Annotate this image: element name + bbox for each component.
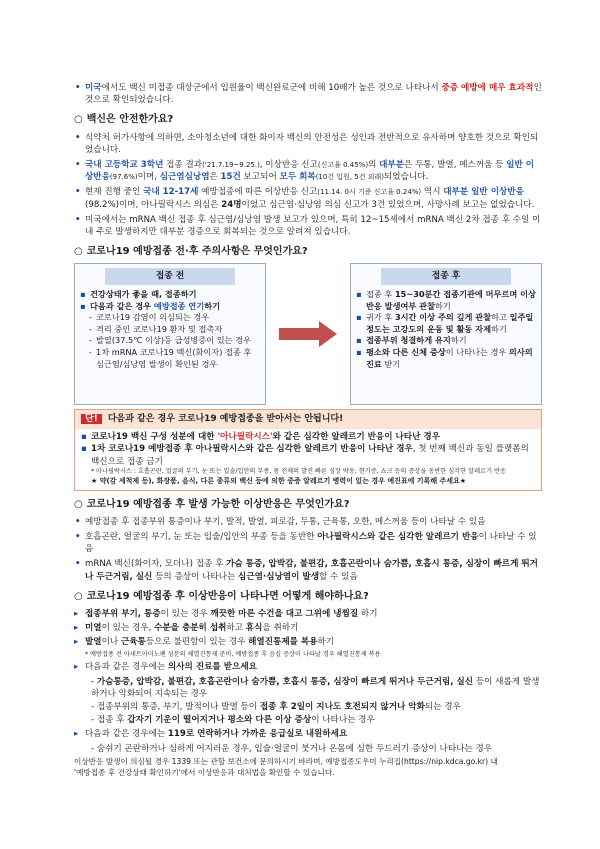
section-heading-safety — [74, 113, 542, 127]
list-subitem — [80, 335, 260, 347]
heading-text: 코로나19 예방접종 후 발생 가능한 이상반응은 무엇인가요? — [86, 498, 350, 510]
text: 다음과 같은 경우에는 — [85, 729, 168, 740]
text: 접종 후 — [96, 715, 128, 726]
text: 다음과 같은 경우 — [90, 300, 154, 311]
text-highlight: 중증 예방에 매우 효과적 — [441, 83, 534, 93]
text-bold: 수분을 충분히 섭취 — [154, 623, 227, 634]
text: 할 수 있음 — [319, 571, 358, 582]
text: 접종부위의 통증, 부기, 발적이나 발열 등이 — [96, 701, 260, 712]
text-bold: 깨끗한 마른 수건을 대고 그위에 냉찜질 — [210, 608, 359, 619]
list-subitem — [80, 312, 260, 324]
action-item-1 — [74, 608, 542, 620]
contraindication-box — [74, 409, 542, 490]
text: 은 — [209, 172, 221, 183]
text-bold: 의사의 진료를 받으세요 — [167, 662, 257, 673]
text: 현재 진행 중인 — [85, 187, 144, 198]
list-item — [356, 335, 536, 347]
list-item — [356, 347, 536, 370]
section-heading-adverse-reactions — [74, 498, 542, 512]
text: 하고 — [491, 312, 510, 323]
after-vaccination-box — [350, 263, 542, 405]
text-small: ('21.7.19~9.25.) — [202, 161, 260, 169]
text: 이 있는 경우 — [160, 608, 211, 619]
text-small: (97.6%) — [109, 173, 138, 182]
text: 1차 mRNA 코로나19 백신(화이자) 접종 후 심근염/심낭염 발생이 확인된 경우 — [96, 347, 252, 369]
list-item — [81, 431, 535, 443]
text: 역시 — [421, 187, 444, 198]
text: 에서도 백신 미접종 대상군에서 입원율이 백신완료군에 비해 10배가 높은 것으로 나타나서 — [101, 83, 442, 93]
safety-bullet-1 — [74, 132, 542, 156]
text-highlight: 국내 고등학교 3학년 — [85, 160, 164, 170]
safety-bullet-4 — [74, 214, 542, 238]
text-bold: 휴식 — [245, 623, 263, 634]
text: 보고되어 — [240, 172, 280, 183]
text: 하기 — [490, 323, 507, 334]
text-bold: 15~30분간 접종기관에 머무르며 이상반응 발생여부 관찰 — [366, 288, 536, 311]
list-subitem: - 숨쉬기 곤란하거나 심하게 어지러운 경우, 입술·얼굴이 붓거나 온몸에 심한 두드러기 증상이 나타나는 경우 — [91, 743, 493, 754]
text: 다음과 같은 경우에는 — [85, 662, 168, 673]
reaction-bullet-2 — [74, 531, 542, 555]
list-subitem: - 접종부위의 통증, 부기, 발적이나 발열 등이 접종 후 2일이 지나도 호전되지 않거나 악화되는 경우 — [91, 701, 461, 712]
text: 받기 — [381, 358, 401, 369]
contraindication-header — [75, 410, 541, 429]
text: (98.2%)이며, 아나필락시스 의심은 — [85, 199, 222, 210]
text: 와 같은 심각한 알레르기 반응이 나타난 경우 — [272, 432, 441, 443]
circle-marker-icon: ○ — [74, 498, 83, 510]
heading-text: 코로나19 예방접종 후 이상반응이 나타나면 어떻게 해야하나요? — [86, 590, 369, 602]
text-small: (10건 입원, 5건 외래) — [315, 173, 384, 182]
list-subitem: - 가슴통증, 압박감, 불편감, 호흡곤란이나 숨가쁨, 호흡시 통증, 심장이 빠르게 뛰거나 두근거림, 실신 등이 새롭게 발생하거나 악화되어 지속되는 경우 — [91, 676, 540, 699]
text-bold: 접종부위 청결하게 유지 — [366, 335, 451, 346]
text-bold: 3시간 이상 주의 깊게 관찰 — [394, 312, 492, 323]
text: 접종 후 — [366, 288, 395, 299]
action-item-4 — [74, 661, 542, 673]
text-highlight: '아나필락시스' — [217, 432, 273, 443]
list-item — [356, 312, 536, 335]
text-highlight: 일반 이상반응 — [85, 160, 535, 183]
text-bold: 발열 — [85, 637, 102, 648]
text: 이 나타날 수 있음 — [85, 531, 537, 555]
text-bold: 접종부위 부기, 통증 — [85, 608, 161, 619]
text-bold: 의사의 진료 — [366, 347, 533, 369]
list-item — [356, 289, 536, 312]
text: 의 — [368, 160, 380, 170]
list-item — [80, 301, 260, 313]
text: 등이 새롭게 발생하거나 악화되어 지속되는 경우 — [91, 676, 540, 699]
contraindication-title: 다음과 같은 경우 코로나19 예방접종을 받아서는 안됩니다! — [107, 414, 344, 425]
heading-text: 코로나19 예방접종 전·후 주의사항은 무엇인가요? — [86, 246, 308, 258]
text: , 이상반응 신고 — [259, 160, 318, 170]
text: 하고 — [226, 623, 246, 634]
text: 이며, — [137, 172, 160, 183]
text: 호흡곤란, 얼굴의 부기, 눈 또는 입술/입안의 부종 등을 동반한 — [85, 531, 318, 542]
text-bold: 가슴통증, 압박감, 불편감, 호흡곤란이나 숨가쁨, 호흡시 통증, 심장이 빠르게 뛰거나 두근거림, 실신 — [96, 676, 474, 687]
footer-line-1: 이상반응 발생이 의심될 경우 1339 또는 관할 보건소에 문의하시기 바라며, 예방접종도우미 누리집(https://nip.kdca.go.kr) 내 — [74, 756, 498, 766]
text: 귀가 후 — [366, 312, 395, 323]
box-content — [351, 289, 541, 370]
precaution-boxes — [74, 263, 542, 405]
text-bold: 해열진통제를 복용 — [248, 637, 318, 648]
text-highlight: 모두 회복 — [279, 172, 316, 183]
allergy-notice: ★ 약(감 세척제 등), 화장품, 음식, 다른 종류의 백신 등에 의한 중증 알레르기 병력이 있는 경우 예진표에 기록해 주세요★ — [91, 476, 467, 485]
text: 이었고 심근염·심낭염 의심 신고가 3건 있었으며, 사망사례 보고는 없었습니다. — [241, 199, 535, 210]
text-bold: 아나필락시스와 같은 심각한 알레르기 반응 — [317, 531, 479, 542]
text: 하기 — [204, 300, 221, 311]
text: 등으로 불편함이 있는 경우 — [145, 637, 249, 648]
text-bold: 가슴 통증, 압박감, 불편감, 호흡곤란이나 숨가쁨, 호흡시 통증, 심장이 빠르게 뛰거나 두근거림, 실신 — [85, 559, 538, 582]
text: 코로나19 백신 구성 성분에 대한 — [91, 432, 218, 443]
box-content — [75, 289, 265, 370]
action-item-2 — [74, 622, 542, 634]
action-item-5 — [74, 728, 542, 740]
text-us: 미국 — [85, 83, 102, 93]
text: 발열(37.5℃ 이상)등 급성병증이 있는 경우 — [96, 335, 251, 346]
safety-bullet-3 — [74, 186, 542, 210]
text: 하기 — [317, 637, 335, 648]
text: 건강상태가 좋을 때, 접종하기 — [90, 288, 197, 299]
text: 식약처 허가사항에 의하면, 소아청소년에 대한 화이자 백신의 안전성은 성인과 전반적으로 유사하며 양호한 것으로 확인되었습니다. — [85, 132, 539, 155]
text-highlight: 예방접종 연기 — [153, 300, 205, 311]
warning-tag: 단! — [81, 414, 102, 424]
text-bold: 미열 — [85, 623, 102, 634]
action-item-3 — [74, 636, 542, 648]
text: 하기 — [358, 608, 378, 619]
text-bold: 심근염·심낭염이 발생 — [238, 571, 320, 582]
text: 미국에서는 mRNA 백신 접종 후 심근염/심낭염 발생 보고가 있으며, 특히 12~15세에서 mRNA 백신 2차 접종 후 수일 이내 주로 발생하지만 대부분 경증으로 회복되는 것으로 알려져 있습니다. — [85, 214, 541, 238]
us-hospitalization-paragraph — [74, 82, 542, 106]
list-item — [81, 443, 535, 467]
box-title: 접종 전 — [105, 268, 235, 284]
text: 숨쉬기 곤란하거나 심하게 어지러운 경우, 입술·얼굴이 붓거나 온몸에 심한 두드러기 증상이 나타나는 경우 — [96, 743, 493, 754]
list-subitem — [80, 347, 260, 370]
safety-bullet-2 — [74, 159, 542, 183]
text: 예방접종에 따른 이상반응 신고 — [198, 187, 318, 198]
list-item — [80, 289, 260, 301]
text: 은 두통, 발열, 메스꺼움 등 — [404, 160, 507, 170]
text: 되었습니다. — [383, 172, 429, 183]
text: 예방접종 후 접종부위 통증이나 부기, 발적, 발열, 피로감, 두통, 근육통, 오한, 메스꺼움 등이 나타날 수 있음 — [85, 516, 486, 527]
text: 이 나타나는 경우 — [311, 715, 375, 726]
text-highlight: 대부분 일반 이상반응 — [443, 187, 524, 198]
text-small: (신고율 0.45%) — [317, 161, 369, 169]
section-heading-what-to-do — [74, 590, 542, 604]
circle-marker-icon: ○ — [74, 590, 83, 602]
text: 하기 — [434, 300, 451, 311]
footnote: * 예방접종 전 아세트아미노펜 성분의 해열진통제 준비, 예방접종 후 음실 증상이 나타날 경우 해열진통제 복용 — [85, 650, 381, 658]
text-bold: 접종 후 2일이 지나도 호전되지 않거나 악화 — [259, 701, 425, 712]
before-vaccination-box — [74, 263, 266, 405]
text-bold: 119로 연락하거나 가까운 응급실로 내원하세요 — [167, 729, 348, 740]
text: 이 나타나는 경우 — [445, 347, 509, 358]
circle-marker-icon: ○ — [74, 114, 83, 126]
reaction-bullet-3 — [74, 558, 542, 582]
contact-footer — [74, 757, 542, 779]
text-bold: 일주일 정도는 고강도의 운동 및 활동 자제 — [366, 312, 534, 334]
circle-marker-icon: ○ — [74, 246, 83, 258]
text: 코로나19 감염이 의심되는 경우 — [96, 312, 210, 323]
text: 을 취하기 — [262, 623, 299, 634]
box-title: 접종 후 — [381, 268, 511, 284]
text: 1차 코로나19 예방접종 후 아나필락시스와 같은 심각한 알레르기 반응이 나타난 경우 — [91, 444, 413, 455]
text: 이 있는 경우, — [101, 623, 155, 634]
text: 인 것으로 확인되었습니다. — [85, 83, 542, 106]
reaction-bullet-1 — [74, 516, 542, 528]
text-small: (11.14. 0시 기준 신고율 0.24%) — [317, 188, 422, 197]
text: 이나 — [101, 637, 121, 648]
list-subitem: - 접종 후 갑자기 기운이 떨어지거나 평소와 다른 이상 증상이 나타나는 경우 — [91, 715, 375, 726]
heading-text: 백신은 안전한가요? — [86, 114, 174, 126]
text: 격리 중인 코로나19 환자 및 접촉자 — [96, 323, 223, 334]
text: , 첫 번째 백신과 동일 플랫폼의 백신으로 접종 금기 — [91, 444, 529, 467]
right-arrow-icon — [266, 321, 350, 347]
text-bold: 24명 — [221, 199, 242, 210]
text: 접종 결과 — [163, 160, 203, 170]
list-subitem — [80, 324, 260, 336]
contraindication-body — [75, 429, 541, 489]
footnote: * 아나필락시스 : 호흡곤란, 얼굴의 부기, 눈 또는 입술/입안의 부종, 몸 전체의 발진 빠른 심장 박동, 현기증, 쇼크 등의 증상을 동반한 심각한 알레르기 반응 — [91, 467, 506, 475]
footer-line-2: '예방접종 후 건강상태 확인하기'에서 이상반응과 대처법을 확인할 수 있습니다. — [74, 767, 335, 777]
text-highlight: 15건 — [220, 172, 241, 183]
text-bold: 평소와 다른 신체 증상 — [366, 347, 446, 358]
text: mRNA 백신(화이자, 모더나) 접종 후 — [85, 559, 227, 570]
text-highlight: 대부분 — [379, 160, 405, 170]
text: 등의 증상이 나타나는 — [152, 571, 239, 582]
text-highlight: 심근염심낭염 — [159, 172, 210, 183]
text: 하기 — [450, 335, 467, 346]
text-bold: 갑자기 기운이 떨어지거나 평소와 다른 이상 증상 — [127, 715, 312, 726]
text-bold: 근육통 — [120, 637, 146, 648]
section-heading-precautions — [74, 245, 542, 259]
text: 되는 경우 — [424, 701, 461, 712]
document-page — [74, 82, 542, 778]
text-highlight: 국내 12-17세 — [143, 187, 199, 198]
